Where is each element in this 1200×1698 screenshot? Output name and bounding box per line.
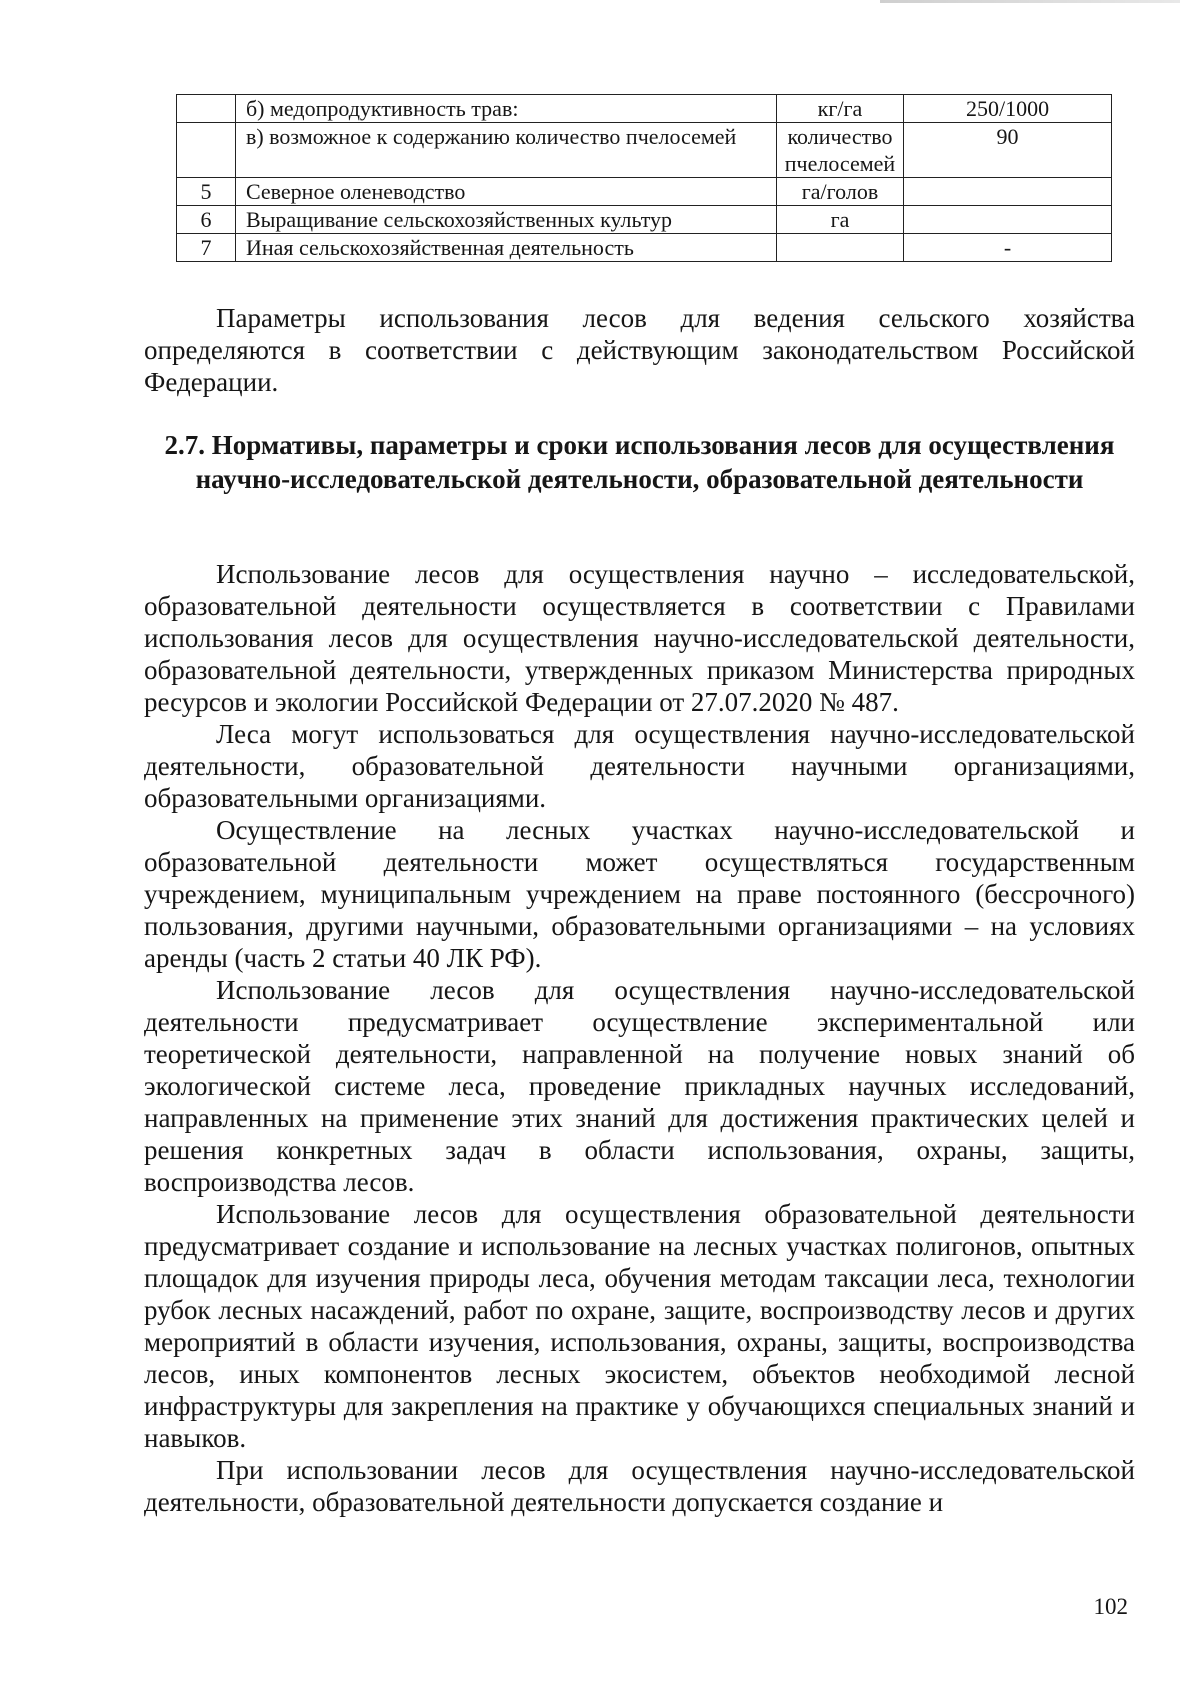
body-paragraph: Использование лесов для осуществления образовательной деятельности предусматривает создание и использование на лесных участках полигонов, опытных площадок для изучения природы леса, обучения методам таксации леса, технологии рубок лесных насаждений, работ по охране, защите, воспроизводству лесов и других мероприятий в области изучения, использования, охраны, защиты, воспроизводства лесов, иных компонентов лесных экосистем, объектов необходимой лесной инфраструктуры для закрепления на практике у обучающихся специальных знаний и навыков. — [144, 1199, 1135, 1453]
parameters-table — [176, 94, 1112, 262]
row-unit: кг/га — [776, 95, 903, 123]
row-value: - — [904, 234, 1112, 262]
table-row — [177, 95, 1112, 123]
row-name: Выращивание сельскохозяйственных культур — [235, 206, 776, 234]
body-paragraph: При использовании лесов для осуществления научно-исследовательской деятельности, образовательной деятельности допускается создание и — [144, 1455, 1135, 1517]
row-value — [904, 178, 1112, 206]
row-name: Северное оленеводство — [235, 178, 776, 206]
row-name: Иная сельскохозяйственная деятельность — [235, 234, 776, 262]
row-unit: га — [776, 206, 903, 234]
row-value: 90 — [904, 123, 1112, 178]
row-number: 6 — [177, 206, 236, 234]
row-unit: количество пчелосемей — [776, 123, 903, 178]
row-unit: га/голов — [776, 178, 903, 206]
row-value: 250/1000 — [904, 95, 1112, 123]
table-row — [177, 178, 1112, 206]
body-paragraph: Использование лесов для осуществления научно-исследовательской деятельности предусматривает осуществление экспериментальной или теоретической деятельности, направленной на получение новых знаний об экологической системе леса, проведение прикладных научных исследований, направленных на применение этих знаний для достижения практических целей и решения конкретных задач в области использования, охраны, защиты, воспроизводства лесов. — [144, 975, 1135, 1197]
row-number — [177, 95, 236, 123]
row-number: 5 — [177, 178, 236, 206]
row-name: в) возможное к содержанию количество пчелосемей — [235, 123, 776, 178]
table-row — [177, 123, 1112, 178]
row-name: б) медопродуктивность трав: — [235, 95, 776, 123]
row-value — [904, 206, 1112, 234]
row-number: 7 — [177, 234, 236, 262]
section-body — [144, 558, 1135, 1518]
row-number — [177, 123, 236, 178]
intro-block — [144, 302, 1135, 398]
section-heading: 2.7. Нормативы, параметры и сроки использования лесов для осуществления научно-исследовательской деятельности, образовательной деятельности — [164, 430, 1115, 494]
intro-paragraph: Параметры использования лесов для ведения сельского хозяйства определяются в соответствии с действующим законодательством Российской Федерации. — [144, 303, 1135, 397]
scan-edge — [880, 0, 1180, 3]
row-unit — [776, 234, 903, 262]
body-paragraph: Использование лесов для осуществления научно – исследовательской, образовательной деятельности осуществляется в соответствии с Правилами использования лесов для осуществления научно-исследовательской деятельности, образовательной деятельности, утвержденных приказом Министерства природных ресурсов и экологии Российской Федерации от 27.07.2020 № 487. — [144, 559, 1135, 717]
page-number: 102 — [1093, 1594, 1128, 1619]
table-row — [177, 206, 1112, 234]
table-row — [177, 234, 1112, 262]
body-paragraph: Осуществление на лесных участках научно-исследовательской и образовательной деятельности может осуществляться государственным учреждением, муниципальным учреждением на праве постоянного (бессрочного) пользования, другими научными, образовательными организациями – на условиях аренды (часть 2 статьи 40 ЛК РФ). — [144, 815, 1135, 973]
body-paragraph: Леса могут использоваться для осуществления научно-исследовательской деятельности, образовательной деятельности научными организациями, образовательными организациями. — [144, 719, 1135, 813]
